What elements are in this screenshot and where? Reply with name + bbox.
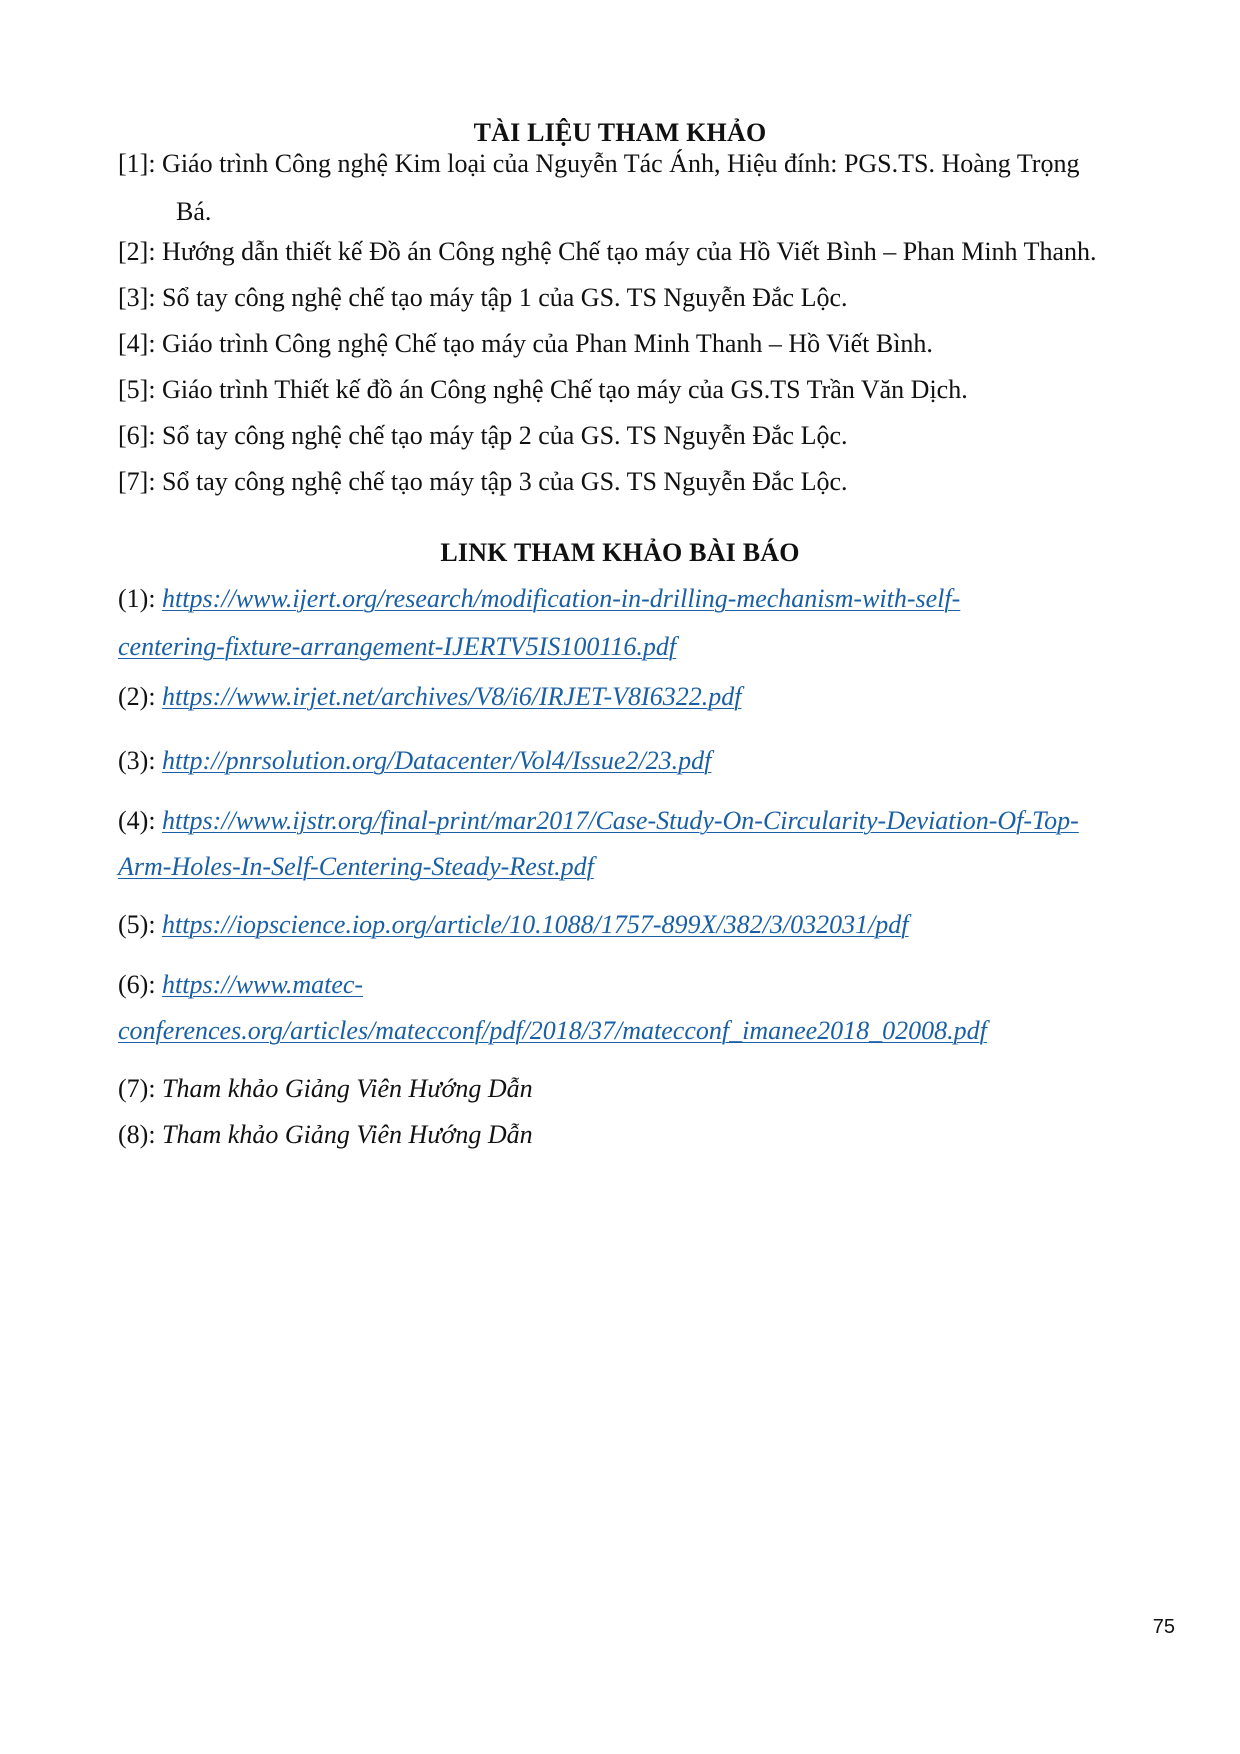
guide-note: Tham khảo Giảng Viên Hướng Dẫn xyxy=(162,1074,533,1103)
reference-item-3 xyxy=(118,274,1158,322)
link-item-4-continued xyxy=(118,852,594,882)
reference-number: [1]: xyxy=(118,149,156,178)
link-number: (2): xyxy=(118,682,163,711)
reference-link[interactable]: http://pnrsolution.org/Datacenter/Vol4/Issue2/23.pdf xyxy=(162,746,712,775)
reference-text: Giáo trình Thiết kế đồ án Công nghệ Chế tạo máy của GS.TS Trần Văn Dịch. xyxy=(155,375,968,404)
link-item-4 xyxy=(118,806,1079,836)
reference-number: [2]: xyxy=(118,237,156,266)
reference-number: [3]: xyxy=(118,283,156,312)
reference-item-2 xyxy=(118,228,1158,276)
reference-link-continued[interactable]: conferences.org/articles/matecconf/pdf/2018/37/matecconf_imanee2018_02008.pdf xyxy=(118,1016,987,1045)
reference-text: Sổ tay công nghệ chế tạo máy tập 1 của GS. TS Nguyễn Đắc Lộc. xyxy=(155,283,848,312)
link-item-5 xyxy=(118,910,909,940)
reference-item-4 xyxy=(118,320,1158,368)
link-number: (5): xyxy=(118,910,163,939)
link-item-3 xyxy=(118,746,711,776)
reference-link[interactable]: https://www.ijert.org/research/modification-in-drilling-mechanism-with-self- xyxy=(162,584,961,613)
reference-number: [6]: xyxy=(118,421,156,450)
reference-text: Hướng dẫn thiết kế Đồ án Công nghệ Chế tạo máy của Hồ Viết Bình – Phan Minh Thanh. xyxy=(155,237,1097,266)
reference-text: Sổ tay công nghệ chế tạo máy tập 2 của GS. TS Nguyễn Đắc Lộc. xyxy=(155,421,848,450)
references-heading: TÀI LIỆU THAM KHẢO xyxy=(473,118,767,147)
reference-text-continued: Bá. xyxy=(176,197,212,226)
reference-item-1 xyxy=(118,140,1158,236)
link-number: (3): xyxy=(118,746,163,775)
link-item-7 xyxy=(118,1074,533,1104)
reference-link[interactable]: https://www.irjet.net/archives/V8/i6/IRJET-V8I6322.pdf xyxy=(162,682,742,711)
link-item-1 xyxy=(118,584,960,614)
reference-link[interactable]: https://www.ijstr.org/final-print/mar2017/Case-Study-On-Circularity-Deviation-Of-Top- xyxy=(162,806,1079,835)
reference-number: [4]: xyxy=(118,329,156,358)
link-item-8 xyxy=(118,1120,533,1150)
reference-link-continued[interactable]: centering-fixture-arrangement-IJERTV5IS100116.pdf xyxy=(118,632,677,661)
link-number: (1): xyxy=(118,584,163,613)
reference-link[interactable]: https://www.matec- xyxy=(162,970,364,999)
reference-number: [7]: xyxy=(118,467,156,496)
reference-link-continued[interactable]: Arm-Holes-In-Self-Centering-Steady-Rest.pdf xyxy=(118,852,594,881)
guide-note: Tham khảo Giảng Viên Hướng Dẫn xyxy=(162,1120,533,1149)
link-number: (8): xyxy=(118,1120,163,1149)
reference-link[interactable]: https://iopscience.iop.org/article/10.1088/1757-899X/382/3/032031/pdf xyxy=(162,910,909,939)
reference-item-6 xyxy=(118,412,1158,460)
reference-item-5 xyxy=(118,366,1158,414)
reference-item-7 xyxy=(118,458,1158,506)
reference-text: Giáo trình Công nghệ Chế tạo máy của Phan Minh Thanh – Hồ Viết Bình. xyxy=(155,329,933,358)
link-item-6 xyxy=(118,970,363,1000)
link-item-6-continued xyxy=(118,1016,987,1046)
link-number: (6): xyxy=(118,970,163,999)
page-number: 75 xyxy=(1152,1616,1175,1638)
link-number: (4): xyxy=(118,806,163,835)
reference-number: [5]: xyxy=(118,375,156,404)
reference-text: Giáo trình Công nghệ Kim loại của Nguyễn Tác Ánh, Hiệu đính: PGS.TS. Hoàng Trọng xyxy=(155,149,1080,178)
link-item-2 xyxy=(118,682,741,712)
link-item-1-continued xyxy=(118,632,676,662)
link-number: (7): xyxy=(118,1074,163,1103)
links-heading: LINK THAM KHẢO BÀI BÁO xyxy=(440,538,800,567)
reference-text: Sổ tay công nghệ chế tạo máy tập 3 của GS. TS Nguyễn Đắc Lộc. xyxy=(155,467,848,496)
